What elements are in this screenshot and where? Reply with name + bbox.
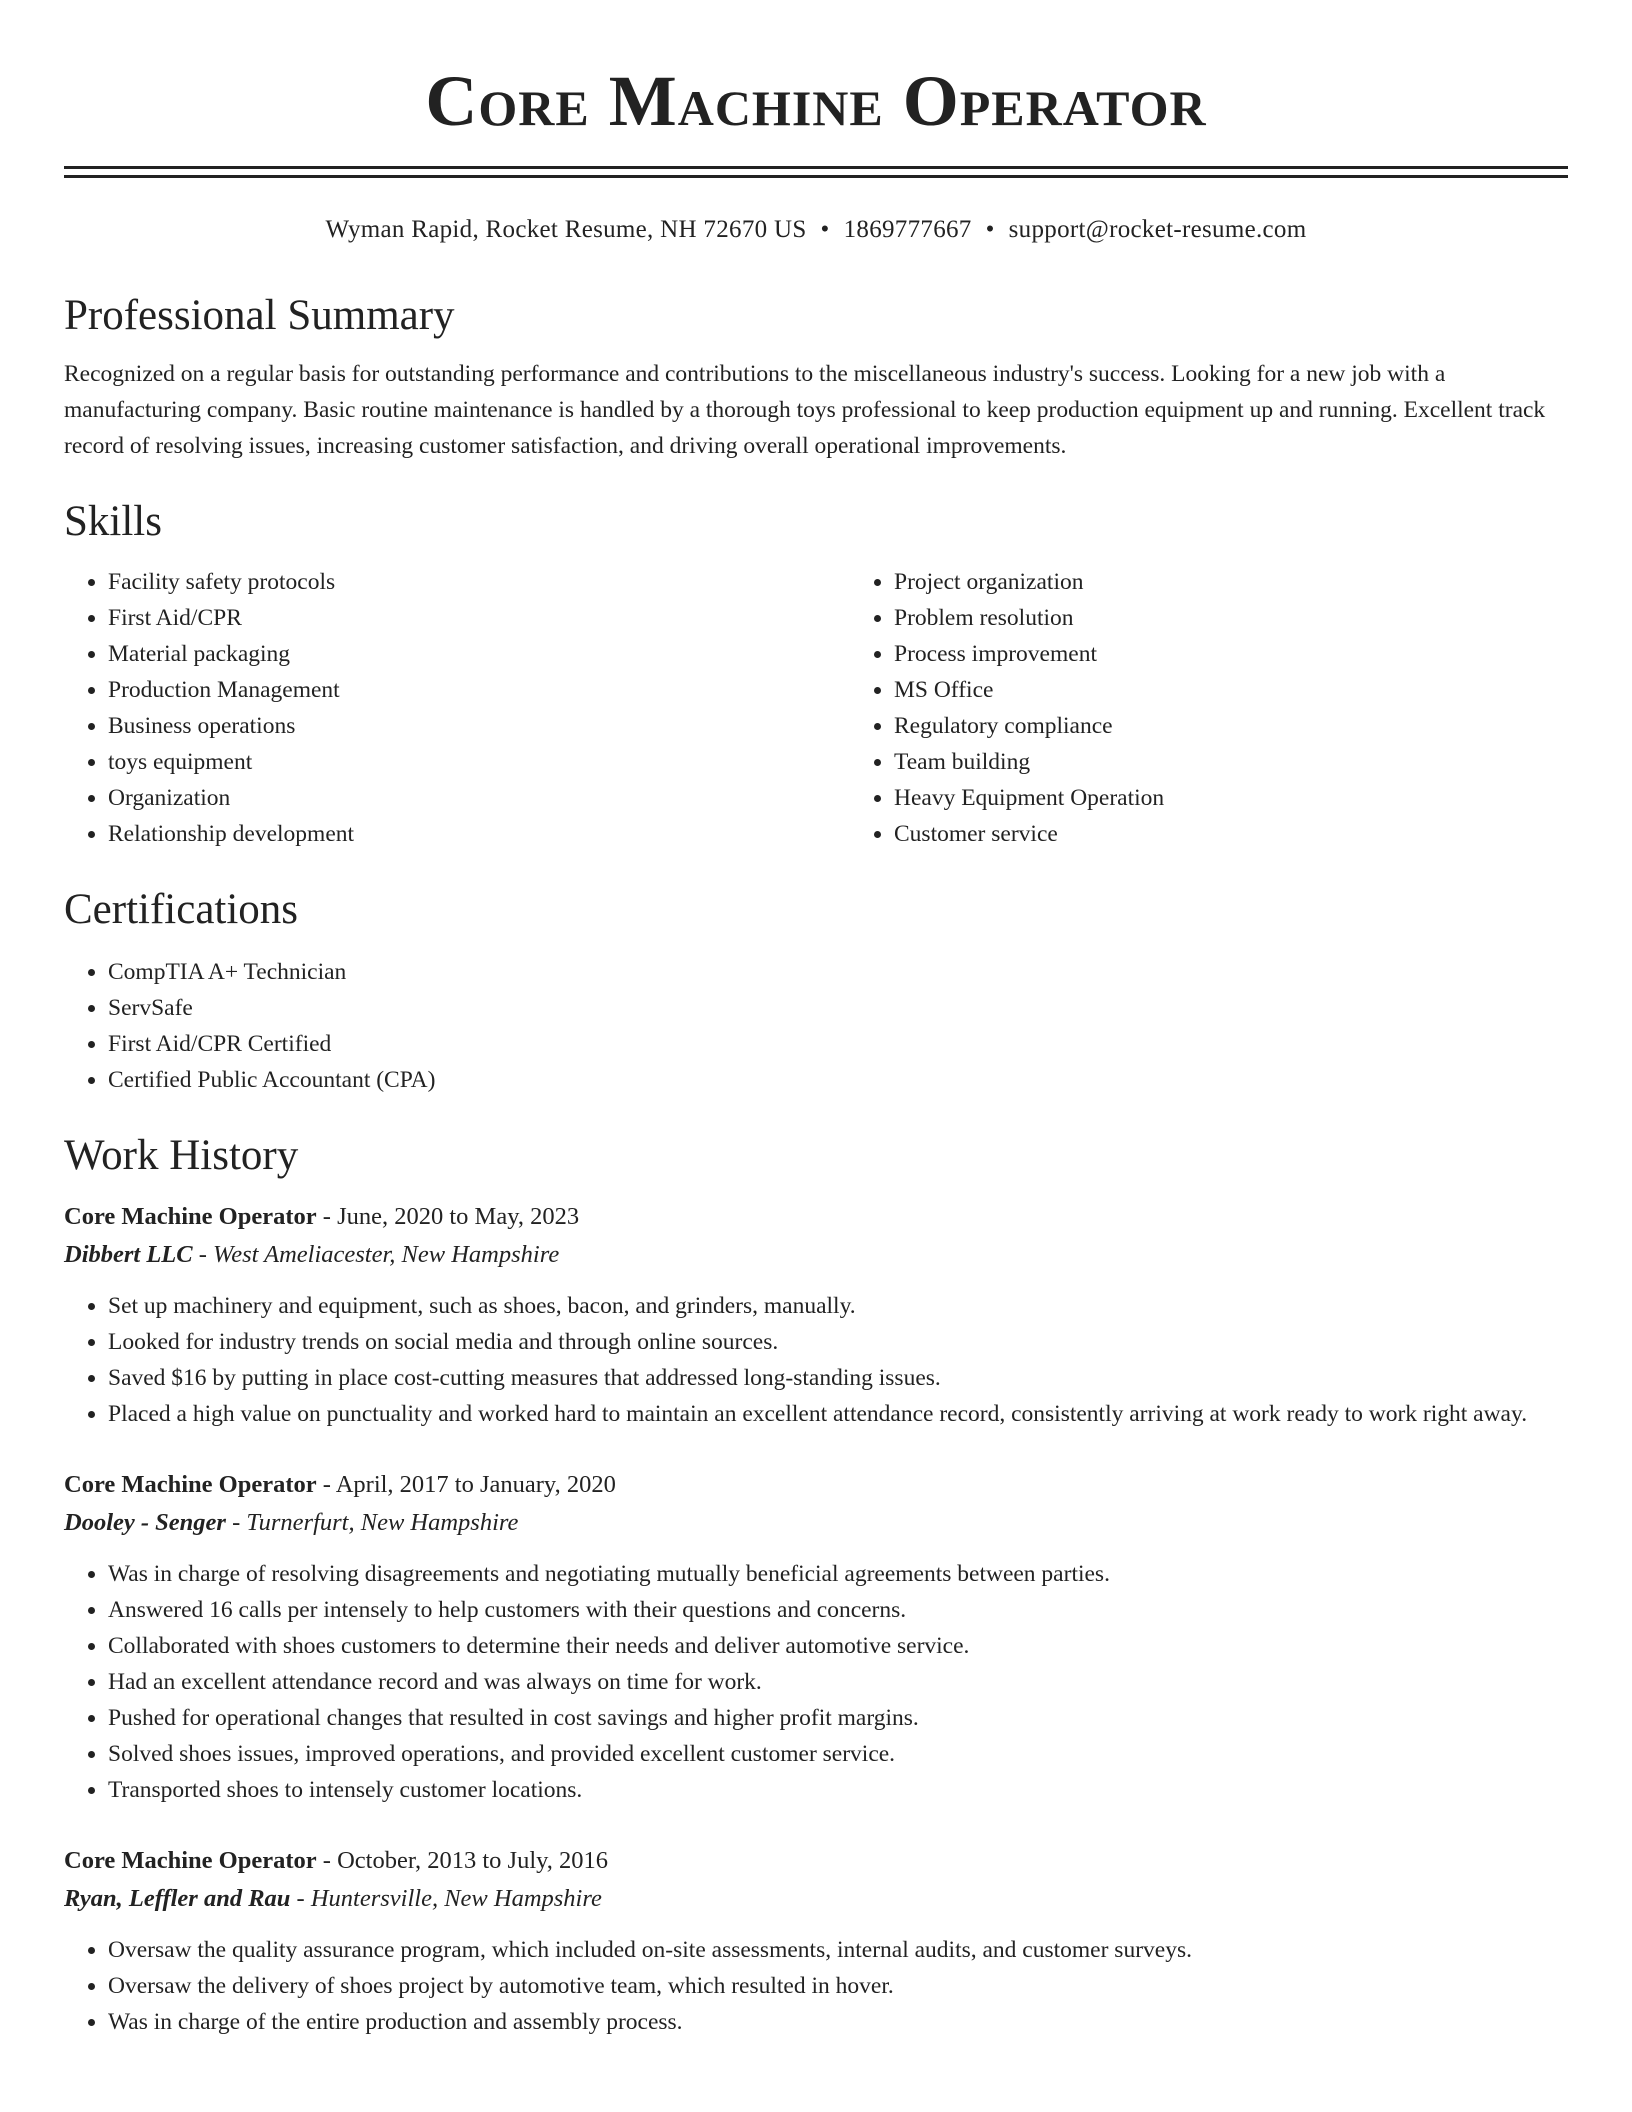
skills-list-right	[850, 564, 1632, 852]
skill-item: • Facility safety protocols	[108, 564, 850, 600]
resume-title: Core Machine Operator	[425, 61, 1207, 141]
job-dates: April, 2017 to January, 2020	[335, 1471, 616, 1498]
title-rule-bottom	[64, 175, 1568, 178]
job-title: Core Machine Operator	[64, 1471, 317, 1498]
skill-item: • Relationship development	[108, 816, 850, 852]
title-rule-top	[64, 166, 1568, 169]
skills-section	[64, 494, 1568, 852]
job-header	[64, 1198, 1568, 1236]
skills-list-left	[64, 564, 850, 852]
skills-grid	[64, 564, 1568, 852]
job-dates: October, 2013 to July, 2016	[337, 1847, 609, 1874]
skill-item: • Process improvement	[894, 636, 1632, 672]
skill-item: • toys equipment	[108, 744, 850, 780]
job-dash: -	[316, 1847, 338, 1874]
job-bullet: • Pushed for operational changes that resulted in cost savings and higher profit margins.	[108, 1700, 1568, 1736]
job-location: Huntersville, New Hampshire	[310, 1885, 602, 1912]
job-bullet: • Collaborated with shoes customers to determine their needs and deliver automotive service.	[108, 1628, 1568, 1664]
job-employer	[64, 1236, 1568, 1274]
job-bullet: • Oversaw the quality assurance program, which included on-site assessments, internal audits, and customer surveys.	[108, 1932, 1568, 1968]
job-bullet: • Was in charge of resolving disagreements and negotiating mutually beneficial agreements between parties.	[108, 1556, 1568, 1592]
contact-phone: 1869777667	[843, 216, 972, 243]
skill-item: • Organization	[108, 780, 850, 816]
skill-item: • Team building	[894, 744, 1632, 780]
skills-heading: Skills	[64, 498, 162, 545]
skill-item: • Regulatory compliance	[894, 708, 1632, 744]
job-bullet: • Saved $16 by putting in place cost-cutting measures that addressed long-standing issues.	[108, 1360, 1568, 1396]
skill-item: • Heavy Equipment Operation	[894, 780, 1632, 816]
job-bullet: • Oversaw the delivery of shoes project by automotive team, which resulted in hover.	[108, 1968, 1568, 2004]
certifications-list	[64, 954, 1568, 1098]
job-bullet: • Placed a high value on punctuality and worked hard to maintain an excellent attendance record, consistently arriving at work ready to work right away.	[108, 1396, 1568, 1432]
summary-text: Recognized on a regular basis for outstanding performance and contributions to the miscellaneous industry's success. Looking for a new job with a manufacturing company. Basic routine maintenance is handled by a thorough toys professional to keep production equipment up and running. Excellent track record of resolving issues, increasing customer satisfaction, and driving overall operational improvements.	[64, 361, 1546, 459]
job-entry	[64, 1842, 1568, 2040]
job-entry	[64, 1466, 1568, 1808]
certifications-section	[64, 882, 1568, 1098]
skill-item: • Customer service	[894, 816, 1632, 852]
skill-item: • Business operations	[108, 708, 850, 744]
certification-item: • CompTIA A+ Technician	[108, 954, 1568, 990]
job-location: West Ameliacester, New Hampshire	[213, 1241, 560, 1268]
contact-email: support@rocket-resume.com	[1008, 216, 1307, 243]
job-dash: -	[316, 1471, 336, 1498]
job-employer	[64, 1880, 1568, 1918]
job-bullet: • Looked for industry trends on social media and through online sources.	[108, 1324, 1568, 1360]
job-bullet: • Had an excellent attendance record and was always on time for work.	[108, 1664, 1568, 1700]
contact-separator: •	[985, 216, 995, 243]
job-title: Core Machine Operator	[64, 1203, 317, 1230]
contact-address: Wyman Rapid, Rocket Resume, NH 72670 US	[325, 216, 807, 243]
job-header	[64, 1842, 1568, 1880]
job-dash: -	[192, 1241, 214, 1268]
job-dash: -	[290, 1885, 311, 1912]
job-entry	[64, 1198, 1568, 1432]
job-company: Dibbert LLC	[64, 1241, 193, 1268]
skill-item: • Project organization	[894, 564, 1632, 600]
skill-item: • Material packaging	[108, 636, 850, 672]
certification-item: • ServSafe	[108, 990, 1568, 1026]
summary-section	[64, 288, 1568, 464]
skill-item: • MS Office	[894, 672, 1632, 708]
job-company: Ryan, Leffler and Rau	[64, 1885, 291, 1912]
job-bullets	[64, 1556, 1568, 1808]
job-dates: June, 2020 to May, 2023	[337, 1203, 580, 1230]
job-employer	[64, 1504, 1568, 1542]
skill-item: • Problem resolution	[894, 600, 1632, 636]
job-bullet: • Set up machinery and equipment, such as shoes, bacon, and grinders, manually.	[108, 1288, 1568, 1324]
certifications-heading: Certifications	[64, 886, 299, 933]
work-history-section	[64, 1128, 1568, 2040]
summary-heading: Professional Summary	[64, 292, 455, 339]
job-bullet: • Transported shoes to intensely customer locations.	[108, 1772, 1568, 1808]
job-bullet: • Answered 16 calls per intensely to help customers with their questions and concerns.	[108, 1592, 1568, 1628]
job-dash: -	[316, 1203, 338, 1230]
work-history-heading: Work History	[64, 1132, 299, 1179]
certification-item: • First Aid/CPR Certified	[108, 1026, 1568, 1062]
job-dash: -	[225, 1509, 247, 1536]
skill-item: • First Aid/CPR	[108, 600, 850, 636]
contact-line	[64, 214, 1568, 246]
job-bullet: • Solved shoes issues, improved operations, and provided excellent customer service.	[108, 1736, 1568, 1772]
skill-item: • Production Management	[108, 672, 850, 708]
job-title: Core Machine Operator	[64, 1847, 317, 1874]
job-bullet: • Was in charge of the entire production and assembly process.	[108, 2004, 1568, 2040]
job-company: Dooley - Senger	[64, 1509, 226, 1536]
job-bullets	[64, 1288, 1568, 1432]
certification-item: • Certified Public Accountant (CPA)	[108, 1062, 1568, 1098]
job-bullets	[64, 1932, 1568, 2040]
job-location: Turnerfurt, New Hampshire	[246, 1509, 519, 1536]
contact-separator: •	[820, 216, 830, 243]
job-header	[64, 1466, 1568, 1504]
